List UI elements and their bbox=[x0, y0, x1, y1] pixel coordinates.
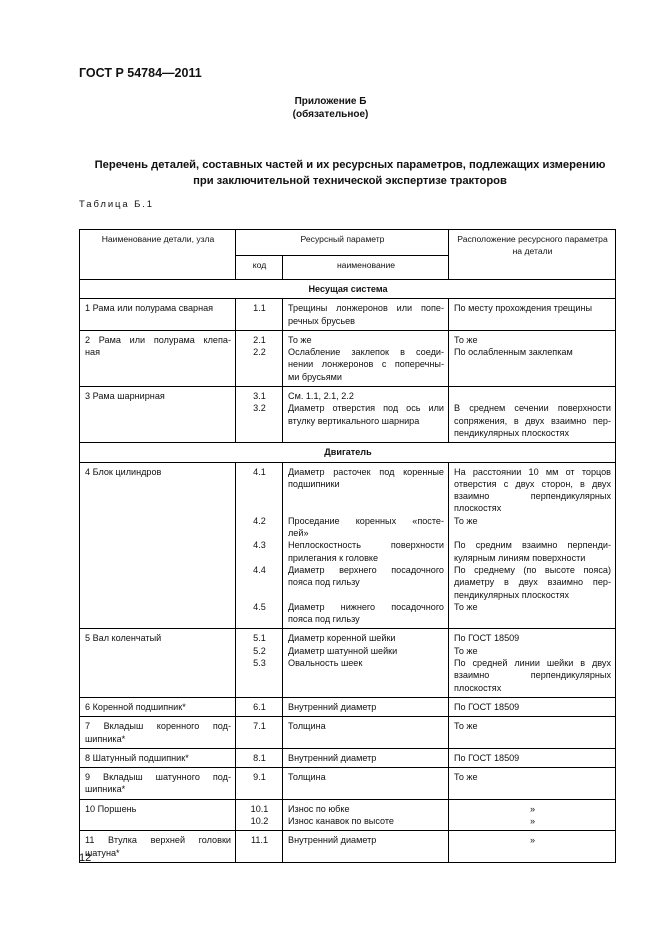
table-row bbox=[80, 768, 616, 800]
code-text: 2.1 bbox=[253, 334, 266, 345]
part-text: 9 Вкладыш шатунного под- bbox=[85, 772, 231, 783]
param-text: Внутренний диаметр bbox=[288, 835, 377, 846]
param-text: Проседание коренных «посте- bbox=[288, 515, 444, 526]
cell-location bbox=[449, 717, 616, 749]
location-text: По ослабленным заклепкам bbox=[454, 347, 573, 358]
spacer bbox=[288, 490, 444, 502]
cell-part bbox=[80, 831, 236, 863]
spacer bbox=[241, 576, 278, 588]
param-text: Неплоскостность поверхности bbox=[288, 540, 444, 551]
location-text: плоскостях bbox=[454, 682, 502, 693]
location-text: На расстоянии 10 мм от торцов bbox=[454, 466, 611, 477]
location-text: сопряжения, в двух взаимно пер- bbox=[454, 415, 611, 426]
cell-param-name bbox=[283, 717, 449, 749]
cell-part bbox=[80, 748, 236, 767]
header-part-name: Наименование детали, узла bbox=[80, 230, 236, 280]
location-text: То же bbox=[454, 515, 478, 526]
table-row bbox=[80, 330, 616, 386]
param-text: прилегания к головке bbox=[288, 552, 379, 563]
code-text: 1.1 bbox=[253, 303, 266, 314]
location-text: пендикулярных плоскостях bbox=[454, 427, 569, 438]
param-text: Толщина bbox=[288, 772, 326, 783]
param-text: ми брусьями bbox=[288, 371, 343, 382]
spacer bbox=[288, 589, 444, 601]
table-row bbox=[80, 799, 616, 831]
cell-location bbox=[449, 387, 616, 443]
appendix-status: (обязательное) bbox=[292, 109, 369, 120]
cell-code bbox=[236, 629, 283, 697]
part-text: 8 Шатунный подшипник* bbox=[85, 752, 189, 763]
header-code: код bbox=[236, 256, 283, 280]
part-text: шипника* bbox=[85, 784, 126, 795]
location-text: диаметру в двух взаимно пер- bbox=[454, 577, 611, 588]
param-text: пояса под гильзу bbox=[288, 577, 360, 588]
cell-code bbox=[236, 768, 283, 800]
param-text: Диаметр коренной шейки bbox=[288, 633, 396, 644]
param-text: Износ по юбке bbox=[288, 803, 350, 814]
location-text: кулярным линиям поверхности bbox=[454, 552, 586, 563]
cell-part bbox=[80, 768, 236, 800]
code-text: 9.1 bbox=[253, 772, 266, 783]
document-title-line2: при заключительной технической экспертизе тракторов bbox=[193, 175, 507, 187]
spacer bbox=[454, 390, 611, 402]
code-text: 2.2 bbox=[253, 347, 266, 358]
header-resource-param: Ресурсный параметр bbox=[236, 230, 449, 256]
cell-code bbox=[236, 462, 283, 629]
section-engine: Двигатель bbox=[80, 443, 616, 462]
cell-param-name bbox=[283, 768, 449, 800]
cell-location bbox=[449, 299, 616, 331]
spacer bbox=[241, 589, 278, 601]
spacer bbox=[241, 478, 278, 490]
cell-code bbox=[236, 717, 283, 749]
cell-part bbox=[80, 629, 236, 697]
cell-code bbox=[236, 387, 283, 443]
location-text: плоскостях bbox=[454, 503, 502, 514]
cell-part bbox=[80, 299, 236, 331]
param-text: Толщина bbox=[288, 721, 326, 732]
cell-param-name bbox=[283, 330, 449, 386]
code-text: 11.1 bbox=[250, 835, 269, 846]
standard-header: ГОСТ Р 54784—2011 bbox=[79, 66, 202, 80]
code-text: 4.1 bbox=[253, 466, 266, 477]
code-text: 6.1 bbox=[253, 701, 266, 712]
code-text: 7.1 bbox=[253, 721, 266, 732]
table-row bbox=[80, 697, 616, 716]
cell-code bbox=[236, 748, 283, 767]
location-text: По средним взаимно перпенди- bbox=[454, 540, 611, 551]
cell-location bbox=[449, 629, 616, 697]
cell-part bbox=[80, 462, 236, 629]
location-text: То же bbox=[454, 601, 478, 612]
cell-location bbox=[449, 799, 616, 831]
param-text: нении лонжеронов с поперечны- bbox=[288, 359, 444, 370]
param-text: Диаметр нижнего посадочного bbox=[288, 601, 444, 612]
table-row bbox=[80, 748, 616, 767]
location-text: В среднем сечении поверхности bbox=[454, 403, 611, 414]
part-text: 11 Втулка верхней головки bbox=[85, 835, 231, 846]
param-text: подшипники bbox=[288, 478, 340, 489]
location-text: » bbox=[529, 815, 536, 826]
cell-location bbox=[449, 697, 616, 716]
part-text: 2 Рама или полурама клепа- bbox=[85, 334, 231, 345]
location-text: По ГОСТ 18509 bbox=[454, 633, 520, 644]
param-text: Овальность шеек bbox=[288, 658, 363, 669]
code-text: 10.2 bbox=[250, 815, 269, 826]
code-text: 4.5 bbox=[253, 601, 266, 612]
table-row bbox=[80, 299, 616, 331]
cell-param-name bbox=[283, 697, 449, 716]
code-text: 4.4 bbox=[253, 564, 266, 575]
table-caption: Таблица Б.1 bbox=[79, 199, 154, 210]
location-text: То же bbox=[454, 772, 478, 783]
param-text: Диаметр шатунной шейки bbox=[288, 645, 398, 656]
part-text: 7 Вкладыш коренного под- bbox=[85, 721, 231, 732]
page-number: 12 bbox=[79, 852, 92, 864]
cell-code bbox=[236, 831, 283, 863]
code-text: 3.1 bbox=[253, 391, 266, 402]
location-text: » bbox=[529, 803, 536, 814]
cell-param-name bbox=[283, 299, 449, 331]
param-text: пояса под гильзу bbox=[288, 614, 360, 625]
part-text: шатуна* bbox=[85, 847, 120, 858]
param-text: То же bbox=[288, 334, 312, 345]
cell-part bbox=[80, 799, 236, 831]
spacer bbox=[241, 490, 278, 502]
param-text: Диаметр верхнего посадочного bbox=[288, 564, 444, 575]
spacer bbox=[241, 527, 278, 539]
param-text: речных брусьев bbox=[288, 315, 355, 326]
location-text: То же bbox=[454, 334, 478, 345]
location-text: По ГОСТ 18509 bbox=[454, 701, 520, 712]
spacer bbox=[241, 552, 278, 564]
cell-param-name bbox=[283, 462, 449, 629]
section-carrier-system: Несущая система bbox=[80, 280, 616, 299]
part-text: шипника* bbox=[85, 733, 126, 744]
spacer bbox=[288, 502, 444, 514]
cell-location bbox=[449, 462, 616, 629]
cell-code bbox=[236, 697, 283, 716]
location-text: пендикулярных плоскостях bbox=[454, 589, 569, 600]
cell-param-name bbox=[283, 831, 449, 863]
header-param-name: наименование bbox=[283, 256, 449, 280]
param-text: Диаметр отверстия под ось или bbox=[288, 403, 444, 414]
part-text: 3 Рама шарнирная bbox=[85, 391, 165, 402]
spacer bbox=[454, 527, 611, 539]
location-text: По средней линии шейки в двух bbox=[454, 658, 611, 669]
location-text: взаимно перпендикулярных bbox=[454, 491, 611, 502]
location-text: По ГОСТ 18509 bbox=[454, 752, 520, 763]
cell-param-name bbox=[283, 387, 449, 443]
part-text: 10 Поршень bbox=[85, 803, 137, 814]
location-text: То же bbox=[454, 645, 478, 656]
spacer bbox=[241, 502, 278, 514]
table-row bbox=[80, 717, 616, 749]
cell-location bbox=[449, 768, 616, 800]
code-text: 4.3 bbox=[253, 540, 266, 551]
code-text: 10.1 bbox=[250, 803, 269, 814]
param-text: Диаметр расточек под коренные bbox=[288, 466, 444, 477]
code-text: 3.2 bbox=[253, 403, 266, 414]
code-text: 5.3 bbox=[253, 658, 266, 669]
cell-code bbox=[236, 799, 283, 831]
cell-code bbox=[236, 299, 283, 331]
part-text: 5 Вал коленчатый bbox=[85, 633, 162, 644]
cell-location bbox=[449, 748, 616, 767]
header-location: Расположение ресурсного параметра на детали bbox=[449, 230, 616, 280]
location-text: отверстия с двух сторон, в двух bbox=[454, 478, 611, 489]
cell-location bbox=[449, 330, 616, 386]
code-text: 5.2 bbox=[253, 645, 266, 656]
param-text: лей» bbox=[288, 528, 309, 539]
cell-code bbox=[236, 330, 283, 386]
appendix-title: Приложение Б bbox=[294, 96, 367, 107]
param-text: См. 1.1, 2.1, 2.2 bbox=[288, 391, 354, 402]
part-text: 6 Коренной подшипник* bbox=[85, 701, 186, 712]
cell-param-name bbox=[283, 629, 449, 697]
cell-part bbox=[80, 697, 236, 716]
cell-part bbox=[80, 387, 236, 443]
table-row bbox=[80, 462, 616, 629]
code-text: 4.2 bbox=[253, 515, 266, 526]
section-row bbox=[80, 280, 616, 299]
part-text: ная bbox=[85, 347, 101, 358]
code-text: 5.1 bbox=[253, 633, 266, 644]
cell-part bbox=[80, 717, 236, 749]
cell-part bbox=[80, 330, 236, 386]
table-row bbox=[80, 387, 616, 443]
location-text: » bbox=[529, 835, 536, 846]
parts-table bbox=[79, 229, 616, 863]
table-row bbox=[80, 629, 616, 697]
document-title-line1: Перечень деталей, составных частей и их ресурсных параметров, подлежащих измерению bbox=[94, 159, 606, 171]
location-text: По месту прохождения трещины bbox=[454, 303, 593, 314]
param-text: Внутренний диаметр bbox=[288, 701, 377, 712]
cell-param-name bbox=[283, 748, 449, 767]
part-text: 4 Блок цилиндров bbox=[85, 466, 162, 477]
table-row bbox=[80, 831, 616, 863]
location-text: То же bbox=[454, 721, 478, 732]
location-text: взаимно перпендикулярных bbox=[454, 670, 611, 681]
code-text: 8.1 bbox=[253, 752, 266, 763]
param-text: Износ канавок по высоте bbox=[288, 815, 394, 826]
param-text: Внутренний диаметр bbox=[288, 752, 377, 763]
cell-location bbox=[449, 831, 616, 863]
cell-param-name bbox=[283, 799, 449, 831]
part-text: 1 Рама или полурама сварная bbox=[85, 303, 214, 314]
location-text: По среднему (по высоте пояса) bbox=[454, 564, 611, 575]
param-text: втулку вертикального шарнира bbox=[288, 415, 420, 426]
param-text: Трещины лонжеронов или попе- bbox=[288, 303, 444, 314]
param-text: Ослабление заклепок в соеди- bbox=[288, 347, 444, 358]
section-row bbox=[80, 443, 616, 462]
